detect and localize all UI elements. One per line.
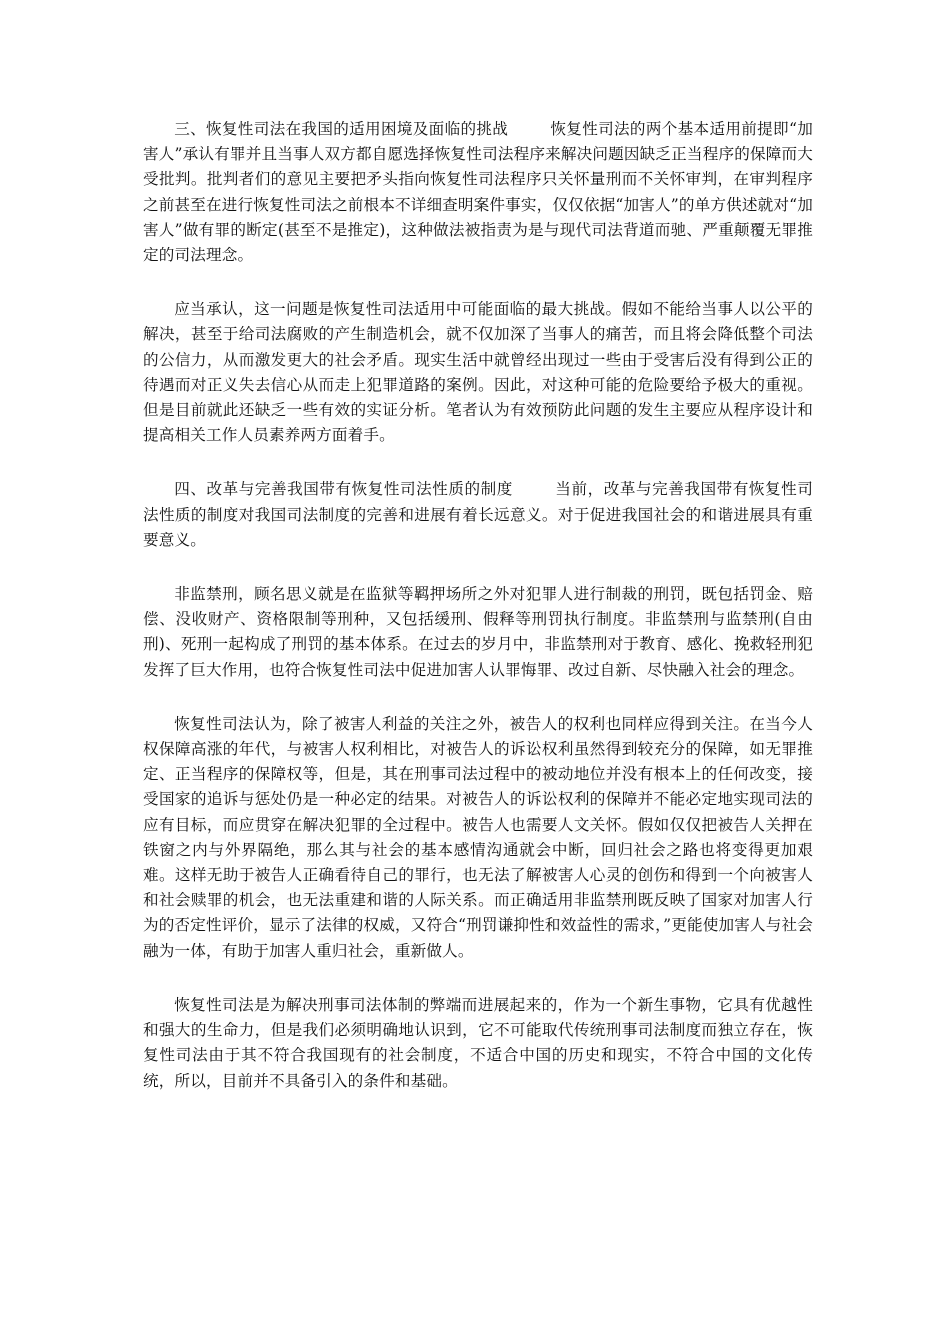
- paragraph-text: 应当承认，这一问题是恢复性司法适用中可能面临的最大挑战。假如不能给当事人以公平的解决，甚至于给司法腐败的产生制造机会，就不仅加深了当事人的痛苦，而且将会降低整个司法的公信力，从而激发更大的社会矛盾。现实生活中就曾经出现过一些由于受害后没有得到公正的待遇而对正义失去信心从而走上犯罪道路的案例。因此，对这种可能的危险要给予极大的重视。但是目前就此还缺乏一些有效的实证分析。笔者认为有效预防此问题的发生主要应从程序设计和提高相关工作人员素养两方面着手。: [143, 300, 813, 445]
- section-heading-four: 四、改革与完善我国带有恢复性司法性质的制度: [174, 480, 513, 499]
- paragraph-defendant-rights: [143, 712, 813, 964]
- paragraph-non-custodial: [143, 582, 813, 683]
- paragraph-text: 恢复性司法的两个基本适用前提即“加害人”承认有罪并且当事人双方都自愿选择恢复性司法程序来解决问题因缺乏正当程序的保障而大受批判。批判者们的意见主要把矛头指向恢复性司法程序只关怀量刑而不关怀审判，在审判程序之前甚至在进行恢复性司法之前根本不详细查明案件事实，仅仅依据“加害人”的单方供述就对“加害人”做有罪的断定(甚至不是推定)，这种做法被指责为是与现代司法背道而驰、严重颠覆无罪推定的司法理念。: [143, 120, 813, 265]
- paragraph-section-three: [143, 117, 813, 268]
- section-heading-three: 三、恢复性司法在我国的适用困境及面临的挑战: [174, 120, 509, 138]
- paragraph-challenge: [143, 297, 813, 448]
- paragraph-text: 当前，改革与完善我国带有恢复性司法性质的制度对我国司法制度的完善和进展有着长远意义。对于促进我国社会的和谐进展具有重要意义。: [143, 480, 813, 549]
- paragraph-text: 恢复性司法是为解决刑事司法体制的弊端而进展起来的，作为一个新生事物，它具有优越性和强大的生命力，但是我们必须明确地认识到，它不可能取代传统刑事司法制度而独立存在，恢复性司法由于其不符合我国现有的社会制度，不适合中国的历史和现实，不符合中国的文化传统，所以，目前并不具备引入的条件和基础。: [143, 995, 813, 1090]
- paragraph-text: 非监禁刑，顾名思义就是在监狱等羁押场所之外对犯罪人进行制裁的刑罚，既包括罚金、赔偿、没收财产、资格限制等刑种，又包括缓刑、假释等刑罚执行制度。非监禁刑与监禁刑(自由刑)、死刑一起构成了刑罚的基本体系。在过去的岁月中，非监禁刑对于教育、感化、挽救轻刑犯发挥了巨大作用，也符合恢复性司法中促进加害人认罪悔罪、改过自新、尽快融入社会的理念。: [143, 585, 813, 679]
- document-body: [143, 117, 813, 1123]
- paragraph-text: 恢复性司法认为，除了被害人利益的关注之外，被告人的权利也同样应得到关注。在当今人权保障高涨的年代，与被害人权利相比，对被告人的诉讼权利虽然得到较充分的保障，如无罪推定、正当程序的保障权等，但是，其在刑事司法过程中的被动地位并没有根本上的任何改变，接受国家的追诉与惩处仍是一种必定的结果。对被告人的诉讼权利的保障并不能必定地实现司法的应有目标，而应贯穿在解决犯罪的全过程中。被告人也需要人文关怀。假如仅仅把被告人关押在铁窗之内与外界隔绝，那么其与社会的基本感情沟通就会中断，回归社会之路也将变得更加艰难。这样无助于被告人正确看待自己的罪行，也无法了解被害人心灵的创伤和得到一个向被害人和社会赎罪的机会，也无法重建和谐的人际关系。而正确适用非监禁刑既反映了国家对加害人行为的否定性评价，显示了法律的权威，又符合“刑罚谦抑性和效益性的需求，”更能使加害人与社会融为一体，有助于加害人重归社会，重新做人。: [143, 714, 813, 960]
- paragraph-section-four: [143, 477, 813, 553]
- paragraph-conclusion: [143, 993, 813, 1094]
